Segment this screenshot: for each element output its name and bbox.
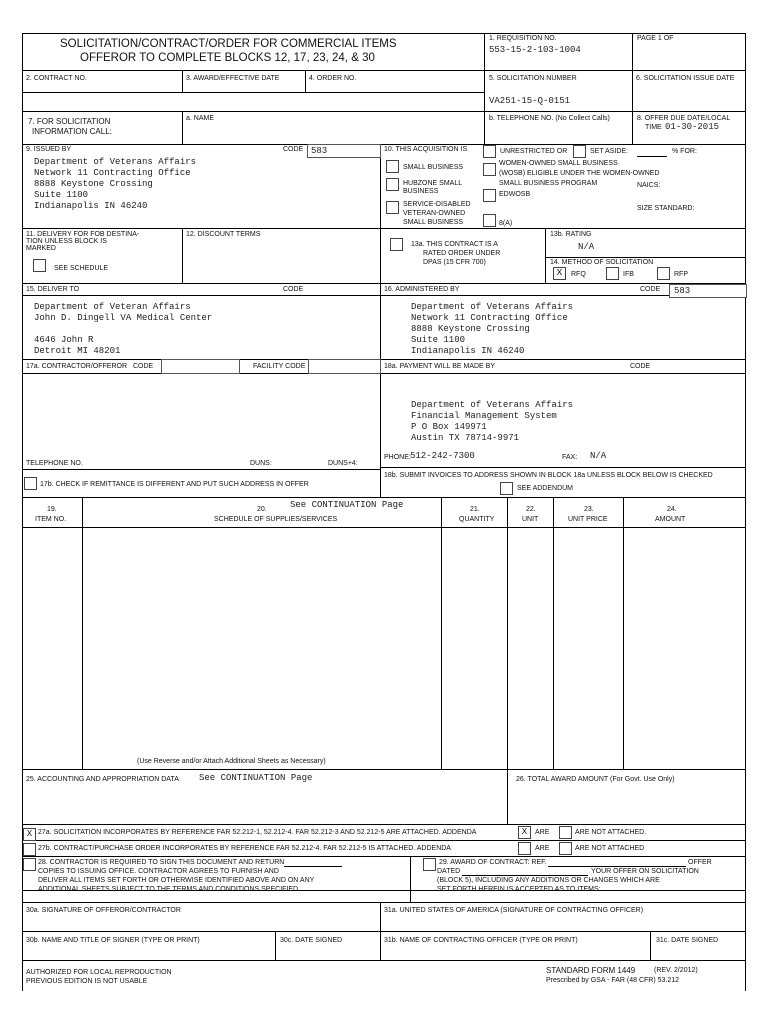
facility-code-field[interactable] xyxy=(308,359,381,374)
col-unit-num: 22. xyxy=(526,506,536,513)
issued-by-line1: Department of Veterans Affairs xyxy=(34,157,197,167)
remittance-checkbox[interactable] xyxy=(24,477,37,490)
27b-not-checkbox[interactable] xyxy=(559,842,572,855)
offer-due-label: 8. OFFER DUE DATE/LOCAL xyxy=(637,115,731,122)
29-checkbox[interactable] xyxy=(423,858,436,871)
duns4-label: DUNS+4: xyxy=(328,460,358,467)
see-schedule-checkbox[interactable] xyxy=(33,259,46,272)
27a-label: 27a. SOLICITATION INCORPORATES BY REFERENCE FAR 52.212-1, 52.212-4. FAR 52.212-3 AND 52.212-5 ARE ATTACHED. ADDENDA xyxy=(38,829,477,836)
naics-label: NAICS: xyxy=(637,182,661,189)
form-title-line1: SOLICITATION/CONTRACT/ORDER FOR COMMERCIAL ITEMS xyxy=(60,38,397,50)
payment-label: 18a. PAYMENT WILL BE MADE BY xyxy=(384,363,495,370)
rated-order-label-2: RATED ORDER UNDER xyxy=(423,250,501,257)
issued-by-line2: Network 11 Contracting Office xyxy=(34,168,191,178)
sdvosb-label-2: VETERAN-OWNED xyxy=(403,210,466,217)
offer-due-date[interactable]: 01-30-2015 xyxy=(665,122,720,132)
28-line1: 28. CONTRACTOR IS REQUIRED TO SIGN THIS DOCUMENT AND RETURN xyxy=(38,859,285,866)
issue-date-label: 6. SOLICITATION ISSUE DATE xyxy=(636,75,735,82)
sdvosb-label: SERVICE-DISABLED xyxy=(403,201,471,208)
issued-by-code-field[interactable] xyxy=(307,144,381,158)
fax-label: FAX: xyxy=(562,454,578,461)
wosb-checkbox[interactable] xyxy=(483,163,496,176)
pct-for-label: % FOR: xyxy=(672,148,697,155)
contractor-label: 17a. CONTRACTOR/OFFEROR xyxy=(26,363,127,370)
deliver-to-line4: Detroit MI 48201 xyxy=(34,346,121,356)
see-addendum-checkbox[interactable] xyxy=(500,482,513,495)
rfp-checkbox[interactable] xyxy=(657,267,670,280)
small-business-checkbox[interactable] xyxy=(386,160,399,173)
remittance-label: 17b. CHECK IF REMITTANCE IS DIFFERENT AND PUT SUCH ADDRESS IN OFFER xyxy=(40,481,309,488)
page-of-label: PAGE 1 OF xyxy=(637,35,674,42)
requisition-label: 1. REQUISITION NO. xyxy=(489,35,557,42)
telephone-no-label: TELEPHONE NO. xyxy=(26,460,83,467)
footer-revision: (REV. 2/2012) xyxy=(654,967,698,974)
col-quantity: QUANTITY xyxy=(459,516,495,523)
info-call-label: 7. FOR SOLICITATION xyxy=(28,117,111,126)
accounting-value[interactable]: See CONTINUATION Page xyxy=(199,773,313,783)
29-offer-label: OFFER xyxy=(688,859,712,866)
administered-by-line3: 8888 Keystone Crossing xyxy=(411,324,530,334)
rating-label: 13b. RATING xyxy=(550,231,592,238)
29-line1: 29. AWARD OF CONTRACT: REF. xyxy=(439,859,547,866)
31b-label: 31b. NAME OF CONTRACTING OFFICER (TYPE OR PRINT) xyxy=(384,937,578,944)
col-unit: UNIT xyxy=(522,516,539,523)
deliver-to-line2: John D. Dingell VA Medical Center xyxy=(34,313,213,323)
col-amount-num: 24. xyxy=(667,506,677,513)
administered-by-line4: Suite 1100 xyxy=(411,335,466,345)
eight-a-checkbox[interactable] xyxy=(483,214,496,227)
footer-form-name: STANDARD FORM 1449 xyxy=(546,966,636,975)
28-line3: DELIVER ALL ITEMS SET FORTH OR OTHERWISE IDENTIFIED ABOVE AND ON ANY xyxy=(38,877,315,884)
administered-by-line1: Department of Veterans Affairs xyxy=(411,302,574,312)
solicitation-number[interactable]: VA251-15-Q-0151 xyxy=(489,96,571,106)
unrestricted-checkbox[interactable] xyxy=(483,145,496,158)
accounting-label: 25. ACCOUNTING AND APPROPRIATION DATA xyxy=(26,776,179,783)
size-standard-label: SIZE STANDARD: xyxy=(637,205,695,212)
rfq-checkbox[interactable] xyxy=(553,267,566,280)
issued-by-line4: Suite 1100 xyxy=(34,190,89,200)
wosb-label-3: SMALL BUSINESS PROGRAM xyxy=(499,180,598,187)
discount-terms-label: 12. DISCOUNT TERMS xyxy=(186,231,261,238)
small-business-label: SMALL BUSINESS xyxy=(403,164,464,171)
invoice-label: 18b. SUBMIT INVOICES TO ADDRESS SHOWN IN BLOCK 18a UNLESS BLOCK BELOW IS CHECKED xyxy=(384,472,713,479)
col-unit-price-num: 23. xyxy=(584,506,594,513)
footer-previous-edition: PREVIOUS EDITION IS NOT USABLE xyxy=(26,978,148,985)
deliver-to-code-label: CODE xyxy=(283,286,304,293)
27b-not-label: ARE NOT ATTACHED xyxy=(575,845,645,852)
order-no-label: 4. ORDER NO. xyxy=(309,75,357,82)
29-line2: YOUR OFFER ON SOLICITATION xyxy=(591,868,699,875)
administered-by-code-label: CODE xyxy=(640,286,661,293)
phone-label: PHONE: xyxy=(384,454,411,461)
edwosb-label: EDWOSB xyxy=(499,191,531,198)
duns-label: DUNS: xyxy=(250,460,272,467)
col-schedule-num: 20. xyxy=(257,506,267,513)
method-label: 14. METHOD OF SOLICITATION xyxy=(550,259,654,266)
eight-a-label: 8(A) xyxy=(499,220,513,227)
issued-by-label: 9. ISSUED BY xyxy=(26,146,72,153)
27a-not-checkbox[interactable] xyxy=(559,826,572,839)
30a-label: 30a. SIGNATURE OF OFFEROR/CONTRACTOR xyxy=(26,907,181,914)
28-copies-line[interactable] xyxy=(284,866,342,867)
27b-are-checkbox[interactable] xyxy=(518,842,531,855)
27b-are-label: ARE xyxy=(535,845,550,852)
footer-prescribed: Prescribed by GSA - FAR (48 CFR) 53.212 xyxy=(546,977,680,984)
29-line4: SET FORTH HEREIN IS ACCEPTED AS TO ITEMS: xyxy=(437,886,601,893)
phone-value[interactable]: 512-242-7300 xyxy=(410,451,475,461)
fob-label-3: MARKED xyxy=(26,245,56,252)
issued-by-code: 583 xyxy=(311,146,328,156)
fob-label: 11. DELIVERY FOR FOB DESTINA- xyxy=(26,231,140,238)
rated-order-label-3: DPAS (15 CFR 700) xyxy=(423,259,486,266)
31c-label: 31c. DATE SIGNED xyxy=(656,937,719,944)
28-line2: COPIES TO ISSUING OFFICE. CONTRACTOR AGREES TO FURNISH AND xyxy=(38,868,279,875)
payment-line4: Austin TX 78714-9971 xyxy=(411,433,520,443)
issued-by-line5: Indianapolis IN 46240 xyxy=(34,201,148,211)
administered-by-code: 583 xyxy=(674,286,691,296)
contract-no-label: 2. CONTRACT NO. xyxy=(26,75,87,82)
offer-due-time-label: TIME xyxy=(645,124,662,131)
info-call-label-2: INFORMATION CALL: xyxy=(32,127,112,136)
29-ref-line[interactable] xyxy=(548,866,686,867)
28-line4: ADDITIONAL SHEETS SUBJECT TO THE TERMS AND CONDITIONS SPECIFIED xyxy=(38,886,299,893)
fax-value[interactable]: N/A xyxy=(590,451,607,461)
total-award-label: 26. TOTAL AWARD AMOUNT (For Govt. Use Only) xyxy=(516,776,675,783)
facility-code-label: FACILITY CODE xyxy=(253,363,306,370)
administered-by-label: 16. ADMINISTERED BY xyxy=(384,286,460,293)
issued-by-line3: 8888 Keystone Crossing xyxy=(34,179,153,189)
27a-checkbox[interactable] xyxy=(23,828,36,841)
rating-value[interactable]: N/A xyxy=(578,242,595,252)
see-schedule-label: SEE SCHEDULE xyxy=(54,265,109,272)
sdvosb-checkbox[interactable] xyxy=(386,201,399,214)
award-date-label: 3. AWARD/EFFECTIVE DATE xyxy=(186,75,280,82)
payment-line3: P O Box 149971 xyxy=(411,422,487,432)
acquisition-label: 10. THIS ACQUISITION IS xyxy=(384,146,468,153)
administered-by-line2: Network 11 Contracting Office xyxy=(411,313,568,323)
27a-check-mark: X xyxy=(26,829,33,839)
set-aside-checkbox[interactable] xyxy=(573,145,586,158)
rfq-check-mark: X xyxy=(556,268,563,278)
col-amount: AMOUNT xyxy=(655,516,686,523)
fob-label-2: TION UNLESS BLOCK IS xyxy=(26,238,107,245)
28-checkbox[interactable] xyxy=(23,858,36,871)
27b-checkbox[interactable] xyxy=(23,843,36,856)
deliver-to-line3: 4646 John R xyxy=(34,335,94,345)
col-item-no-num: 19. xyxy=(47,506,57,513)
wosb-label: WOMEN-OWNED SMALL BUSINESS xyxy=(499,160,618,167)
administered-by-code-field[interactable] xyxy=(669,284,747,298)
rated-order-label: 13a. THIS CONTRACT IS A xyxy=(411,241,498,248)
col-quantity-num: 21. xyxy=(470,506,480,513)
telephone-label: b. TELEPHONE NO. (No Collect Calls) xyxy=(489,115,610,122)
unrestricted-label: UNRESTRICTED OR xyxy=(500,148,568,155)
27b-label: 27b. CONTRACT/PURCHASE ORDER INCORPORATES BY REFERENCE FAR 52.212-4. FAR 52.212-5 IS ATTACHED. ADDENDA xyxy=(38,845,451,852)
rfq-label: RFQ xyxy=(571,271,586,278)
deliver-to-line1: Department of Veteran Affairs xyxy=(34,302,191,312)
administered-by-line5: Indianapolis IN 46240 xyxy=(411,346,525,356)
27a-are-check-mark: X xyxy=(521,827,528,837)
30b-label: 30b. NAME AND TITLE OF SIGNER (TYPE OR PRINT) xyxy=(26,937,200,944)
ifb-label: IFB xyxy=(623,271,634,278)
issued-by-code-label: CODE xyxy=(283,146,304,153)
deliver-to-label: 15. DELIVER TO xyxy=(26,286,80,293)
payment-code-label: CODE xyxy=(630,363,651,370)
requisition-number[interactable]: 553-15-2-103-1004 xyxy=(489,45,581,55)
27a-are-label: ARE xyxy=(535,829,550,836)
set-aside-label: SET ASIDE: xyxy=(590,148,628,155)
col-item-no: ITEM NO. xyxy=(35,516,67,523)
rfp-label: RFP xyxy=(674,271,688,278)
schedule-continuation: See CONTINUATION Page xyxy=(290,500,404,510)
27a-are-checkbox[interactable] xyxy=(518,826,531,839)
wosb-label-2: (WOSB) ELIGIBLE UNDER THE WOMEN-OWNED xyxy=(499,170,660,177)
set-aside-pct-line[interactable] xyxy=(637,156,667,157)
rated-order-checkbox[interactable] xyxy=(390,238,403,251)
footer-reproduction: AUTHORIZED FOR LOCAL REPRODUCTION xyxy=(26,969,172,976)
payment-line1: Department of Veterans Affairs xyxy=(411,400,574,410)
col-schedule: SCHEDULE OF SUPPLIES/SERVICES xyxy=(214,516,338,523)
col-unit-price: UNIT PRICE xyxy=(568,516,608,523)
hubzone-checkbox[interactable] xyxy=(386,178,399,191)
ifb-checkbox[interactable] xyxy=(606,267,619,280)
29-dated: DATED xyxy=(437,868,461,875)
contractor-code-field[interactable] xyxy=(161,359,240,374)
payment-line2: Financial Management System xyxy=(411,411,557,421)
form-title-line2: OFFEROR TO COMPLETE BLOCKS 12, 17, 23, 24, & 30 xyxy=(80,52,375,64)
see-addendum-label: SEE ADDENDUM xyxy=(517,485,574,492)
27a-not-label: ARE NOT ATTACHED. xyxy=(575,829,647,836)
contractor-code-label: CODE xyxy=(133,363,154,370)
schedule-note: (Use Reverse and/or Attach Additional Sheets as Necessary) xyxy=(137,758,326,765)
edwosb-checkbox[interactable] xyxy=(483,189,496,202)
30c-label: 30c. DATE SIGNED xyxy=(280,937,343,944)
solicitation-no-label: 5. SOLICITATION NUMBER xyxy=(489,75,577,82)
29-line3: (BLOCK 5), INCLUDING ANY ADDITIONS OR CHANGES WHICH ARE xyxy=(437,877,660,884)
29-dated-line[interactable] xyxy=(462,875,588,876)
name-label: a. NAME xyxy=(186,115,215,122)
31a-label: 31a. UNITED STATES OF AMERICA (SIGNATURE OF CONTRACTING OFFICER) xyxy=(384,907,644,914)
hubzone-label-2: BUSINESS xyxy=(403,188,439,195)
sdvosb-label-3: SMALL BUSINESS xyxy=(403,219,464,226)
hubzone-label: HUBZONE SMALL xyxy=(403,180,463,187)
